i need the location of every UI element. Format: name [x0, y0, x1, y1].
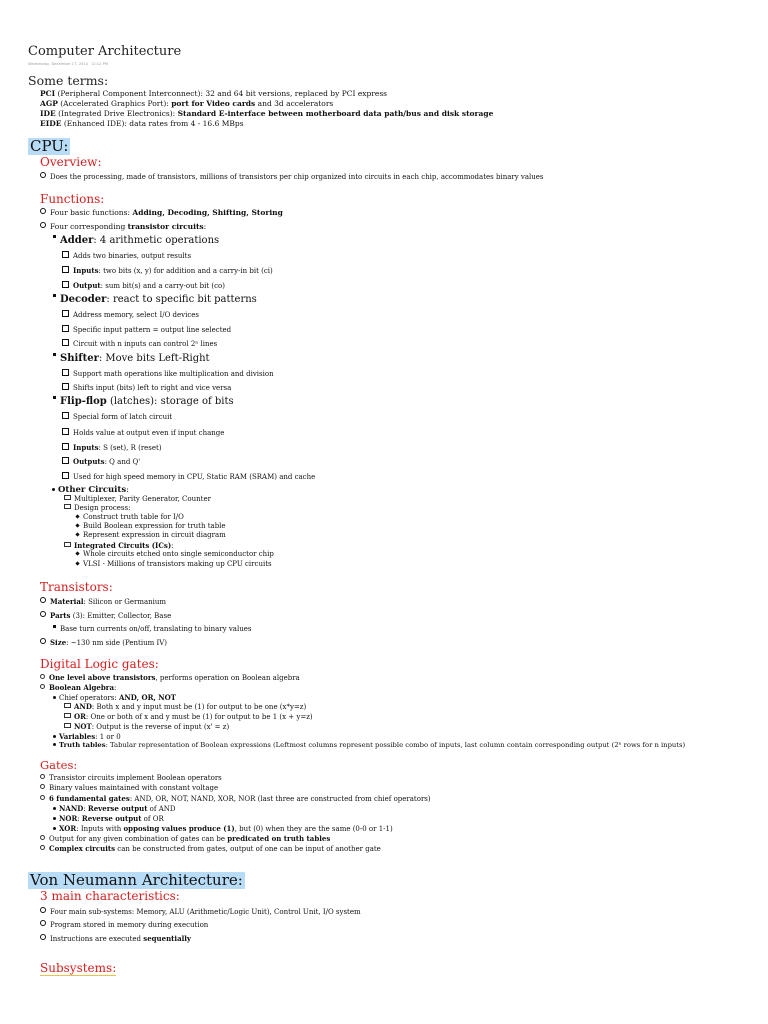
- dot-bullet-icon: [53, 807, 56, 810]
- hollow-bullet-icon: [40, 208, 46, 214]
- dash-bullet-icon: [64, 723, 71, 728]
- dash-bullet-icon: [64, 504, 71, 509]
- dash-bullet-icon: [64, 713, 71, 718]
- characteristic-item: Four main sub-systems: Memory, ALU (Arithmetic/Logic Unit), Control Unit, I/O system: [40, 907, 361, 916]
- logic-item: One level above transistors, performs operation on Boolean algebra: [40, 673, 300, 682]
- design-step: Build Boolean expression for truth table: [76, 522, 226, 530]
- hollow-bullet-icon: [40, 674, 45, 679]
- flipflop-item: Used for high speed memory in CPU, Static RAM (SRAM) and cache: [62, 472, 315, 481]
- transistors-item: Parts (3): Emitter, Collector, Base: [40, 611, 171, 620]
- page-title: Computer Architecture: [28, 44, 182, 59]
- gates-item: Output for any given combination of gates can be predicated on truth tables: [40, 834, 330, 843]
- dot-bullet-icon: [53, 743, 56, 746]
- transistors-item: Size: ~130 nm side (Pentium IV): [40, 638, 167, 647]
- hollow-bullet-icon: [40, 597, 46, 603]
- logic-sub-item: Variables: 1 or 0: [53, 732, 121, 741]
- hollow-bullet-icon: [40, 684, 45, 689]
- gates-heading: Gates:: [40, 758, 78, 772]
- square-bullet-icon: [53, 294, 56, 297]
- flipflop-heading: Flip-flop (latches): storage of bits: [53, 396, 234, 407]
- dot-bullet-icon: [53, 696, 56, 699]
- functions-heading: Functions:: [40, 192, 105, 206]
- transistors-heading: Transistors:: [40, 580, 113, 594]
- gates-item: 6 fundamental gates: AND, OR, NOT, NAND, XOR, NOR (last three are constructed from chief operators): [40, 794, 431, 803]
- hollow-bullet-icon: [40, 845, 45, 850]
- diamond-bullet-icon: [75, 561, 79, 565]
- flipflop-item: Outputs: Q and Q': [62, 457, 140, 466]
- ic-item: Whole circuits etched onto single semiconductor chip: [76, 550, 274, 558]
- decoder-item: Address memory, select I/O devices: [62, 310, 199, 319]
- decoder-heading: Decoder: react to specific bit patterns: [53, 294, 257, 305]
- subsystems-heading: Subsystems:: [40, 961, 117, 975]
- dot-bullet-icon: [53, 735, 56, 738]
- dot-bullet-icon: [53, 827, 56, 830]
- design-step: Construct truth table for I/O: [76, 513, 184, 521]
- adder-item: Output: sum bit(s) and a carry-out bit (co): [62, 281, 225, 290]
- logic-sub-item: Truth tables: Tabular representation of Boolean expressions (Leftmost columns represent possible combo of inputs, last column contain corresponding output (2ⁿ rows for n inputs): [53, 741, 685, 749]
- checkbox-bullet-icon: [62, 428, 69, 435]
- checkbox-bullet-icon: [62, 325, 69, 332]
- operator-item: OR: One or both of x and y must be (1) for output to be 1 (x + y=z): [64, 712, 313, 721]
- checkbox-bullet-icon: [62, 281, 69, 288]
- checkbox-bullet-icon: [62, 472, 69, 479]
- diamond-bullet-icon: [75, 523, 79, 527]
- dot-bullet-icon: [52, 488, 55, 491]
- adder-item: Adds two binaries, output results: [62, 251, 191, 260]
- square-bullet-icon: [53, 396, 56, 399]
- diamond-bullet-icon: [75, 532, 79, 536]
- checkbox-bullet-icon: [62, 369, 69, 376]
- gate-type-item: NAND: Reverse output of AND: [53, 804, 176, 813]
- characteristics-heading: 3 main characteristics:: [40, 889, 180, 903]
- gates-item: Binary values maintained with constant voltage: [40, 784, 218, 792]
- ic-item: VLSI - Millions of transistors making up CPU circuits: [76, 560, 272, 568]
- functions-corr: Four corresponding transistor circuits:: [40, 222, 206, 231]
- checkbox-bullet-icon: [62, 266, 69, 273]
- page-date: Wednesday, December 17, 2014: [28, 62, 89, 66]
- design-step: Represent expression in circuit diagram: [76, 531, 226, 539]
- hollow-bullet-icon: [40, 172, 46, 178]
- page-time: 12:12 PM: [91, 62, 109, 66]
- transistors-item: Material: Silicon or Germanium: [40, 597, 166, 606]
- gates-item: Complex circuits can be constructed from gates, output of one can be input of another gate: [40, 844, 381, 853]
- checkbox-bullet-icon: [62, 457, 69, 464]
- square-bullet-icon: [53, 235, 56, 238]
- checkbox-bullet-icon: [62, 310, 69, 317]
- shifter-item: Support math operations like multiplication and division: [62, 369, 274, 378]
- checkbox-bullet-icon: [62, 412, 69, 419]
- decoder-item: Specific input pattern = output line selected: [62, 325, 231, 334]
- square-bullet-icon: [53, 625, 56, 628]
- term-pci: PCI (Peripheral Component Interconnect): 32 and 64 bit versions, replaced by PCI express: [40, 89, 388, 98]
- hollow-bullet-icon: [40, 795, 45, 800]
- decoder-item: Circuit with n inputs can control 2ⁿ lines: [62, 339, 217, 348]
- diamond-bullet-icon: [75, 514, 79, 518]
- gate-type-item: NOR: Reverse output of OR: [53, 814, 164, 823]
- dash-bullet-icon: [64, 542, 71, 547]
- hollow-bullet-icon: [40, 774, 45, 779]
- square-bullet-icon: [53, 353, 56, 356]
- checkbox-bullet-icon: [62, 383, 69, 390]
- von-neumann-heading: Von Neumann Architecture:: [30, 871, 243, 889]
- checkbox-bullet-icon: [62, 443, 69, 450]
- operator-item: AND: Both x and y input must be (1) for output to be one (x*y=z): [64, 702, 306, 711]
- term-ide: IDE (Integrated Drive Electronics): Standard E-interface between motherboard data path/bus and disk storage: [40, 109, 494, 118]
- logic-heading: Digital Logic gates:: [40, 657, 159, 671]
- checkbox-bullet-icon: [62, 251, 69, 258]
- overview-heading: Overview:: [40, 155, 102, 169]
- hollow-bullet-icon: [40, 784, 45, 789]
- term-agp: AGP (Accelerated Graphics Port): port for Video cards and 3d accelerators: [40, 99, 334, 108]
- hollow-bullet-icon: [40, 920, 46, 926]
- hollow-bullet-icon: [40, 934, 46, 940]
- shifter-heading: Shifter: Move bits Left-Right: [53, 353, 210, 364]
- functions-basic: Four basic functions: Adding, Decoding, Shifting, Storing: [40, 208, 283, 217]
- term-eide: EIDE (Enhanced IDE): data rates from 4 - 16.6 MBps: [40, 119, 244, 128]
- other-circuits-heading: Other Circuits:: [52, 485, 129, 495]
- logic-item: Boolean Algebra:: [40, 683, 116, 692]
- dash-bullet-icon: [64, 495, 71, 500]
- cpu-heading: CPU:: [30, 137, 69, 155]
- hollow-bullet-icon: [40, 907, 46, 913]
- other-circuits-item: Design process:: [64, 504, 130, 512]
- hollow-bullet-icon: [40, 638, 46, 644]
- operator-item: NOT: Output is the reverse of input (x' = z): [64, 722, 229, 731]
- logic-sub-item: Chief operators: AND, OR, NOT: [53, 693, 176, 702]
- characteristic-item: Program stored in memory during execution: [40, 920, 208, 929]
- flipflop-item: Special form of latch circuit: [62, 412, 172, 421]
- checkbox-bullet-icon: [62, 339, 69, 346]
- shifter-item: Shifts input (bits) left to right and vice versa: [62, 383, 231, 392]
- hollow-bullet-icon: [40, 835, 45, 840]
- gate-type-item: XOR: Inputs with opposing values produce (1), but (0) when they are the same (0-0 or 1-1): [53, 824, 393, 833]
- hollow-bullet-icon: [40, 611, 46, 617]
- adder-item: Inputs: two bits (x, y) for addition and a carry-in bit (ci): [62, 266, 273, 275]
- flipflop-item: Holds value at output even if input change: [62, 428, 224, 437]
- other-circuits-item: Multiplexer, Parity Generator, Counter: [64, 495, 211, 503]
- dot-bullet-icon: [53, 817, 56, 820]
- dash-bullet-icon: [64, 703, 71, 708]
- some-terms-heading: Some terms:: [28, 73, 109, 88]
- other-circuits-item: Integrated Circuits (ICs):: [64, 541, 174, 550]
- adder-heading: Adder: 4 arithmetic operations: [53, 235, 219, 246]
- flipflop-item: Inputs: S (set), R (reset): [62, 443, 162, 452]
- diamond-bullet-icon: [75, 551, 79, 555]
- gates-item: Transistor circuits implement Boolean operators: [40, 774, 222, 782]
- overview-item: Does the processing, made of transistors, millions of transistors per chip organized into circuits in each chip, accommodates binary values: [40, 172, 544, 181]
- characteristic-item: Instructions are executed sequentially: [40, 934, 191, 943]
- transistors-sub-item: Base turn currents on/off, translating to binary values: [53, 625, 251, 633]
- hollow-bullet-icon: [40, 222, 46, 228]
